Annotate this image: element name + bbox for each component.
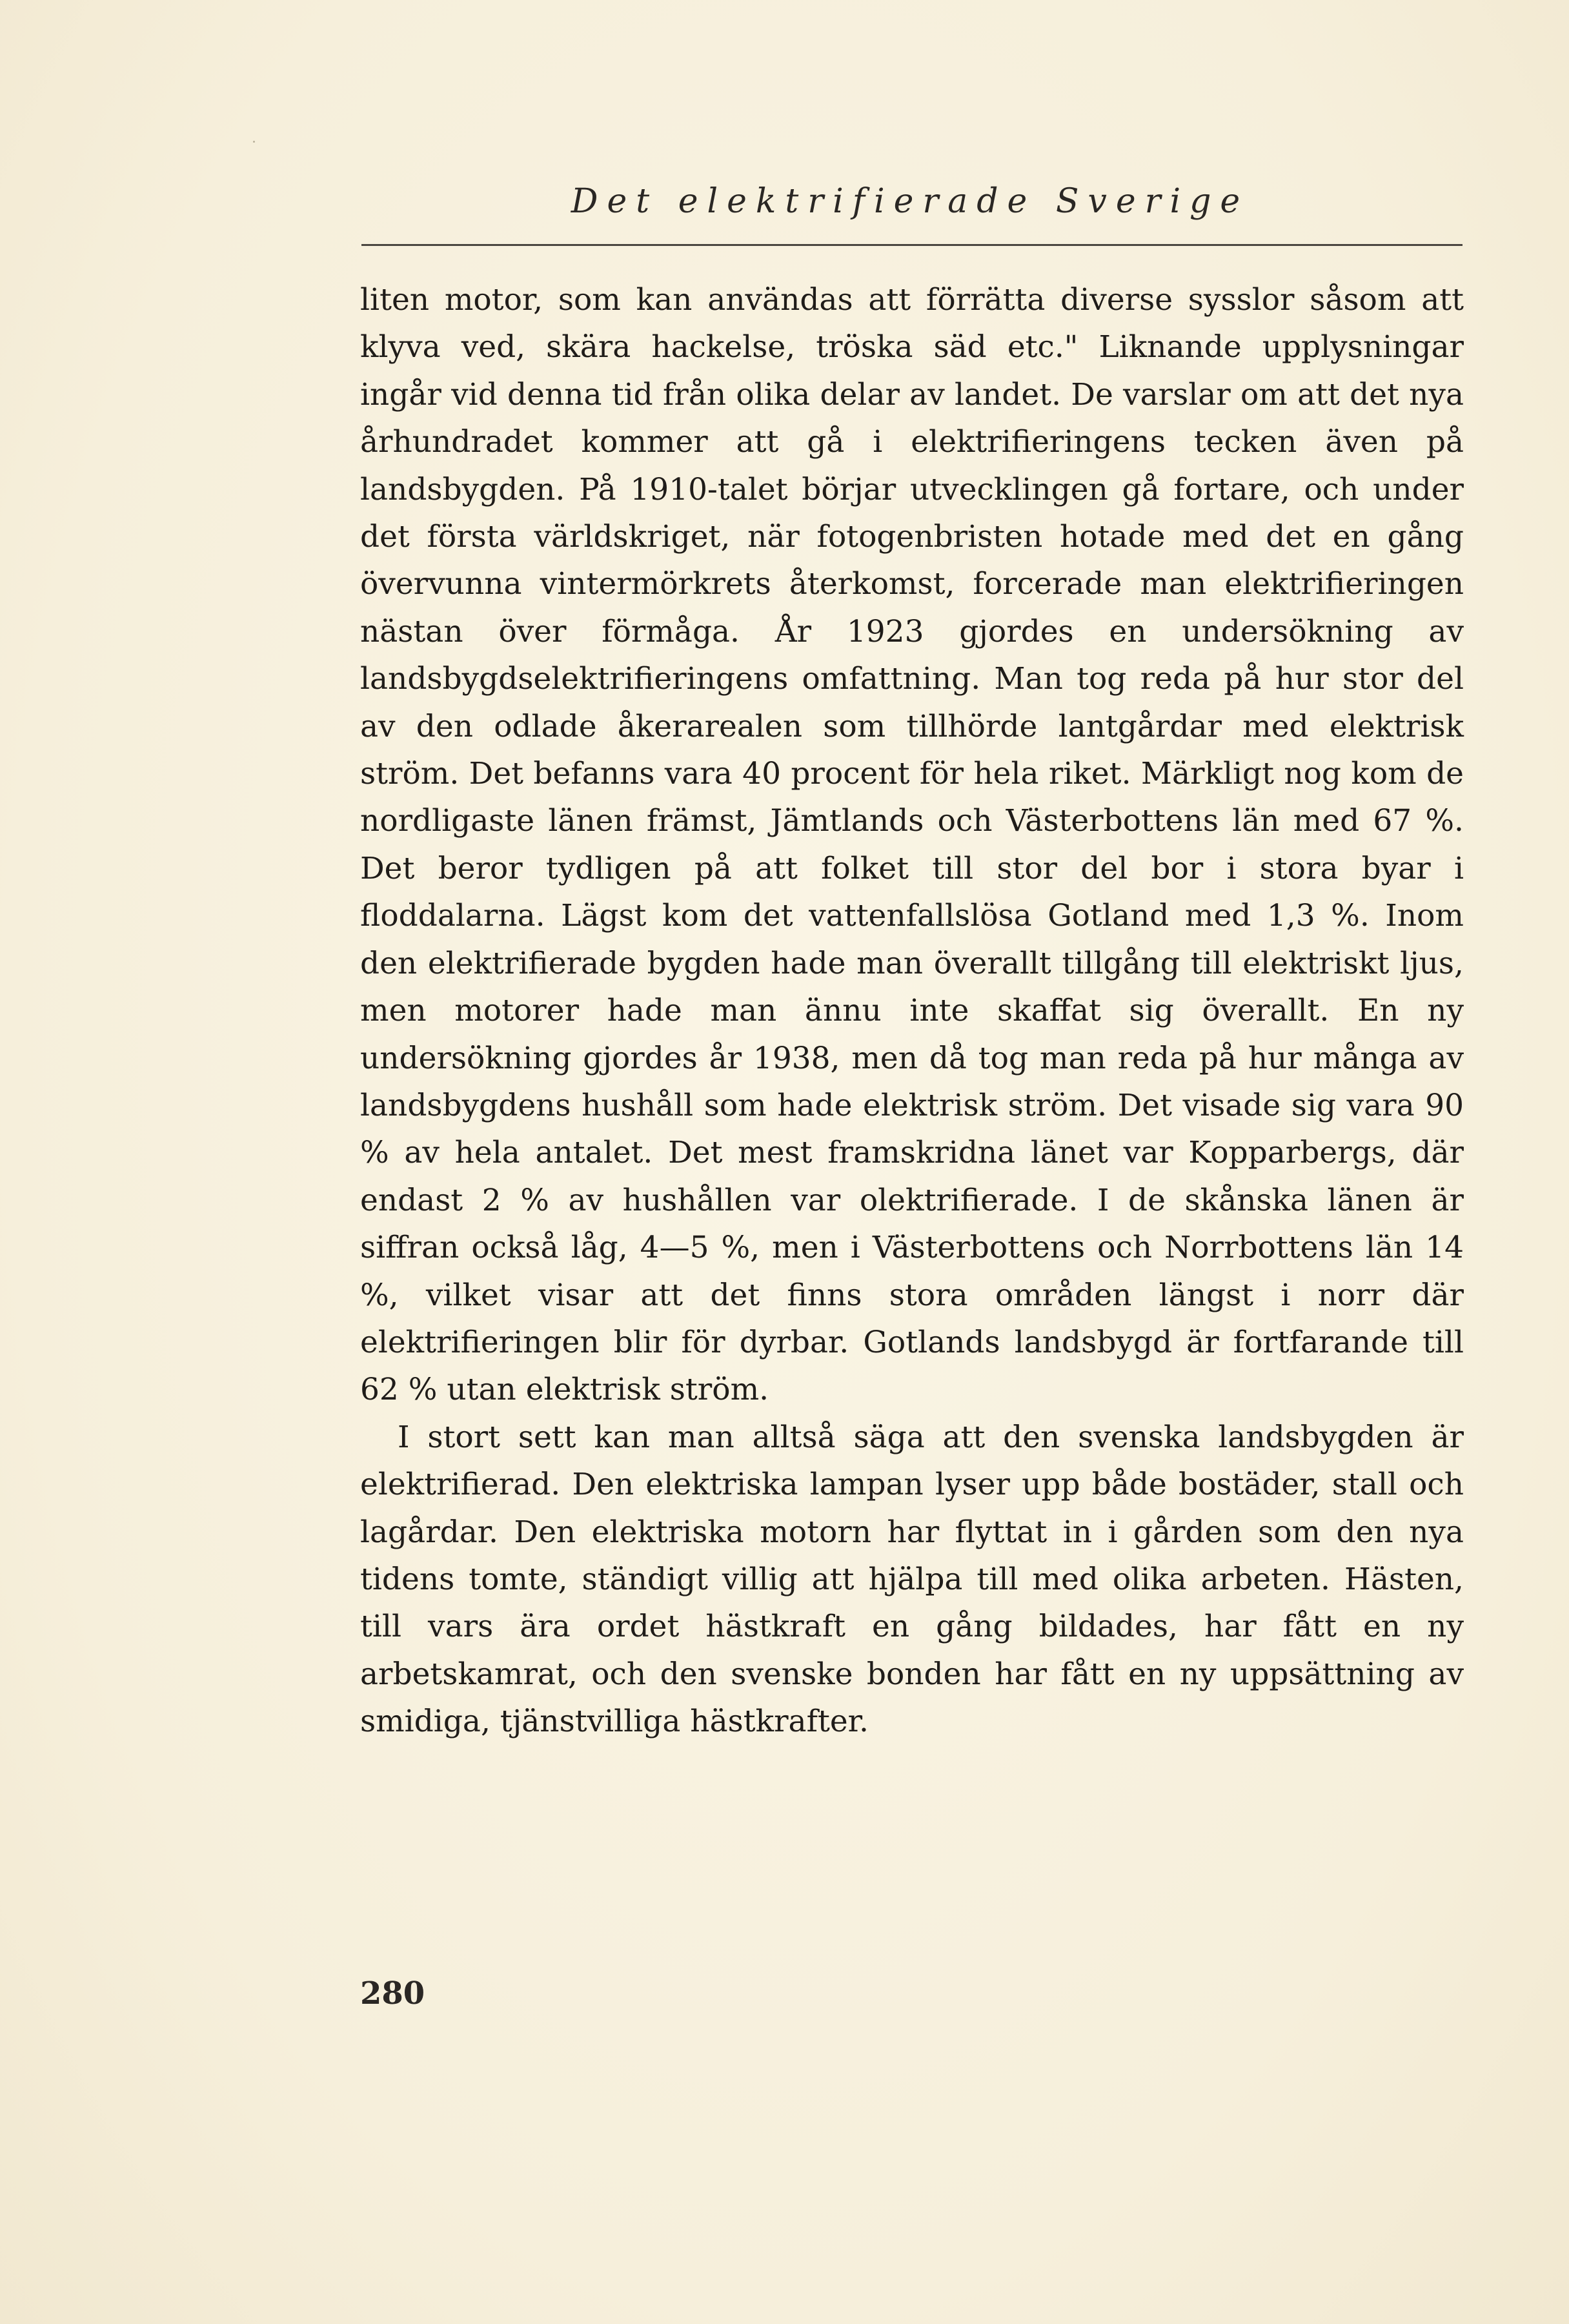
page-number: 280 xyxy=(360,1975,425,2012)
body-text xyxy=(360,276,1464,1746)
paragraph: I stort sett kan man alltså säga att den svenska landsbygden är elektrifierad. Den elektriska lampan lyser upp både bostäder, stall och lagårdar. Den elektriska motorn har flyttat in i gården som den nya tidens tomte, ständigt villig att hjälpa till med olika arbeten. Hästen, till vars ära ordet hästkraft en gång bildades, har fått en ny arbetskamrat, och den svenske bonden har fått en ny uppsättning av smidiga, tjänstvilliga hästkrafter. xyxy=(360,1419,1464,1740)
paper-speck xyxy=(253,141,255,143)
running-head: Det elektrifierade Sverige xyxy=(571,182,1250,221)
header-rule xyxy=(361,244,1463,246)
paragraph: liten motor, som kan användas att förrätta diverse sysslor såsom att klyva ved, skära hackelse, tröska säd etc." Liknande upplysningar ingår vid denna tid från olika delar av landet. De varslar om att det nya århundradet kommer att gå i elektrifieringens tecken även på landsbygden. På 1910-talet börjar utvecklingen gå fortare, och under det första världskriget, när fotogenbristen hotade med det en gång övervunna vintermörkrets återkomst, forcerade man elektrifieringen nästan över förmåga. År 1923 gjordes en undersökning av landsbygdselektrifieringens omfattning. Man tog reda på hur stor del av den odlade åkerarealen som tillhörde lantgårdar med elektrisk ström. Det befanns vara 40 procent för hela riket. Märkligt nog kom de nordligaste länen främst, Jämtlands och Västerbottens län med 67 %. Det beror tydligen på att folket till stor del bor i stora byar i floddalarna. Lägst kom det vattenfallslösa Gotland med 1,3 %. Inom den elektrifierade bygden hade man överallt tillgång till elektriskt ljus, men motorer hade man ännu inte skaffat sig överallt. En ny undersökning gjordes år 1938, men då tog man reda på hur många av landsbygdens hushåll som hade elektrisk ström. Det visade sig vara 90 % av hela antalet. Det mest framskridna länet var Kopparbergs, där endast 2 % av hushållen var olektrifierade. I de skånska länen är siffran också låg, 4—5 %, men i Västerbottens och Norrbottens län 14 %, vilket visar att det finns stora områden längst i norr där elektrifieringen blir för dyrbar. Gotlands landsbygd är fortfarande till 62 % utan elektrisk ström. xyxy=(360,282,1464,1408)
